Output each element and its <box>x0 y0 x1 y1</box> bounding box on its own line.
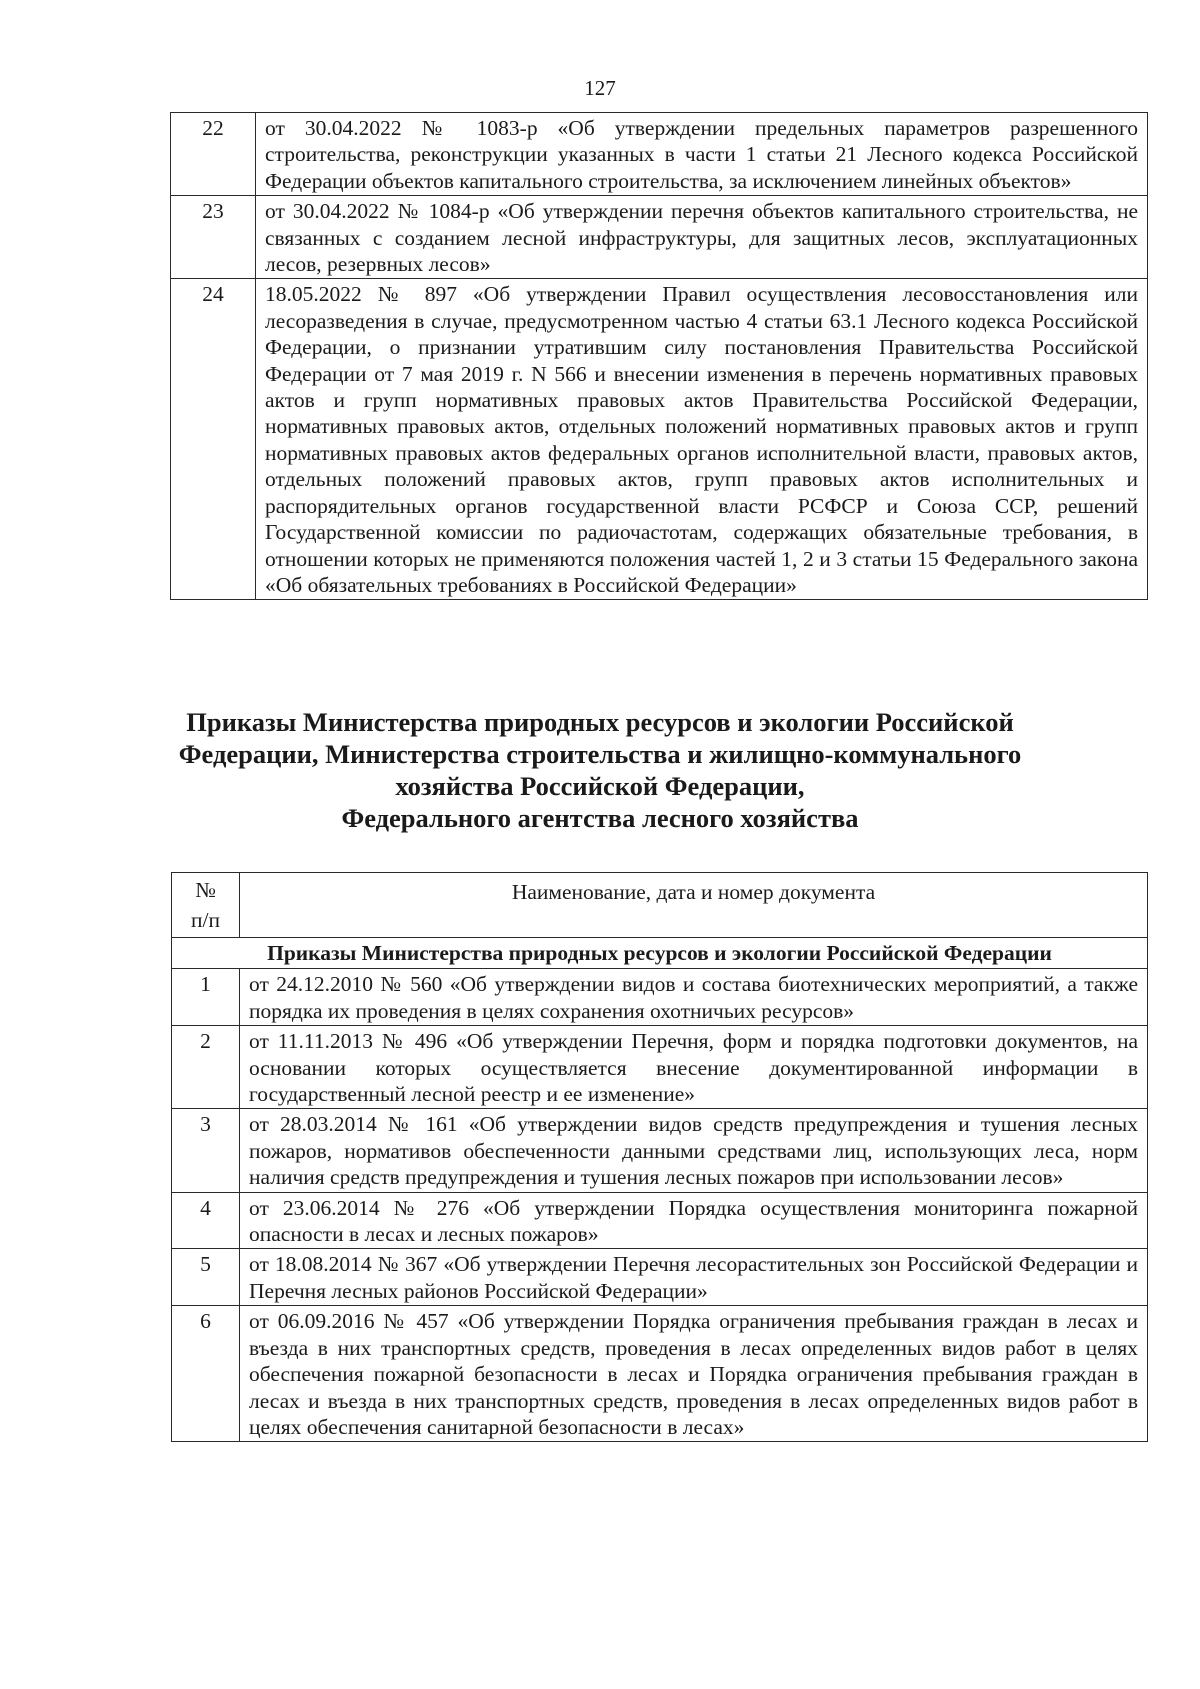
table-row <box>172 1192 1148 1249</box>
row-number: 2 <box>172 1026 240 1109</box>
document-title: от 24.12.2010 № 560 «Об утверждении видов и состава биотехнических мероприятий, а также порядка их проведения в целях сохранения охотничьих ресурсов» <box>240 969 1148 1026</box>
table-header-row <box>172 873 1148 938</box>
document-title: от 23.06.2014 № 276 «Об утверждении Порядка осуществления мониторинга пожарной опасности в лесах и лесных пожаров» <box>240 1192 1148 1249</box>
table-row <box>171 113 1148 196</box>
table-row <box>172 1026 1148 1109</box>
row-number: 22 <box>171 113 256 196</box>
row-number: 3 <box>172 1109 240 1192</box>
document-title: от 11.11.2013 № 496 «Об утверждении Перечня, форм и порядка подготовки документов, на основании которых осуществляется внесение документированной информации в государственный лесной реестр и ее изменение» <box>240 1026 1148 1109</box>
row-number: 1 <box>172 969 240 1026</box>
row-number: 24 <box>171 279 256 600</box>
header-num-symbol: № <box>195 878 216 902</box>
document-title: от 18.08.2014 № 367 «Об утверждении Перечня лесорастительных зон Российской Федерации и Перечня лесных районов Российской Федерации» <box>240 1249 1148 1306</box>
table-row <box>171 279 1148 600</box>
document-title: от 30.04.2022 № 1084-р «Об утверждении перечня объектов капитального строительства, не связанных с созданием лесной инфраструктуры, для защитных лесов, эксплуатационных лесов, резервных лесов» <box>256 196 1148 279</box>
bottom-table <box>171 872 1148 1442</box>
row-number: 5 <box>172 1249 240 1306</box>
group-title: Приказы Министерства природных ресурсов и экологии Российской Федерации <box>172 938 1148 969</box>
heading-line: Приказы Министерства природных ресурсов и экологии Российской <box>186 707 1014 737</box>
row-number: 23 <box>171 196 256 279</box>
document-title: от 28.03.2014 № 161 «Об утверждении видов средств предупреждения и тушения лесных пожаров, нормативов обеспеченности данными средствами лиц, использующих леса, норм наличия средств предупреждения и тушения лесных пожаров при использовании лесов» <box>240 1109 1148 1192</box>
heading-line: Федерального агентства лесного хозяйства <box>341 803 859 833</box>
top-table <box>170 112 1148 600</box>
group-row <box>172 938 1148 969</box>
document-title: 18.05.2022 № 897 «Об утверждении Правил осуществления лесовосстановления или лесоразведения в случае, предусмотренном частью 4 статьи 63.1 Лесного кодекса Российской Федерации, о признании утратившим силу постановления Правительства Российской Федерации от 7 мая 2019 г. N 566 и внесении изменения в перечень нормативных правовых актов и групп нормативных правовых актов Правительства Российской Федерации, нормативных правовых актов, отдельных положений нормативных правовых актов и групп нормативных правовых актов федеральных органов исполнительной власти, правовых актов, отдельных положений правовых актов, групп правовых актов исполнительных и распорядительных органов государственной власти РСФСР и Союза ССР, решений Государственной комиссии по радиочастотам, содержащих обязательные требования, в отношении которых не применяются положения частей 1, 2 и 3 статьи 15 Федерального закона «Об обязательных требованиях в Российской Федерации» <box>256 279 1148 600</box>
table-row <box>171 196 1148 279</box>
heading-line: Федерации, Министерства строительства и жилищно-коммунального <box>178 739 1022 769</box>
header-name-column: Наименование, дата и номер документа <box>240 873 1148 938</box>
header-num-abbrev: п/п <box>191 908 220 932</box>
row-number: 4 <box>172 1192 240 1249</box>
heading-line: хозяйства Российской Федерации, <box>395 771 805 801</box>
table-row <box>172 1109 1148 1192</box>
row-number: 6 <box>172 1306 240 1442</box>
section-heading <box>140 706 1060 834</box>
table-row <box>172 1249 1148 1306</box>
table-row <box>172 969 1148 1026</box>
page-number: 127 <box>584 76 616 100</box>
header-number-column <box>172 873 240 938</box>
table-row <box>172 1306 1148 1442</box>
document-title: от 06.09.2016 № 457 «Об утверждении Порядка ограничения пребывания граждан в лесах и въезда в них транспортных средств, проведения в лесах определенных видов работ в целях обеспечения пожарной безопасности в лесах и Порядка ограничения пребывания граждан в лесах и въезда в них транспортных средств, проведения в лесах определенных видов работ в целях обеспечения санитарной безопасности в лесах» <box>240 1306 1148 1442</box>
document-title: от 30.04.2022 № 1083-р «Об утверждении предельных параметров разрешенного строительства, реконструкции указанных в части 1 статьи 21 Лесного кодекса Российской Федерации объектов капитального строительства, за исключением линейных объектов» <box>256 113 1148 196</box>
